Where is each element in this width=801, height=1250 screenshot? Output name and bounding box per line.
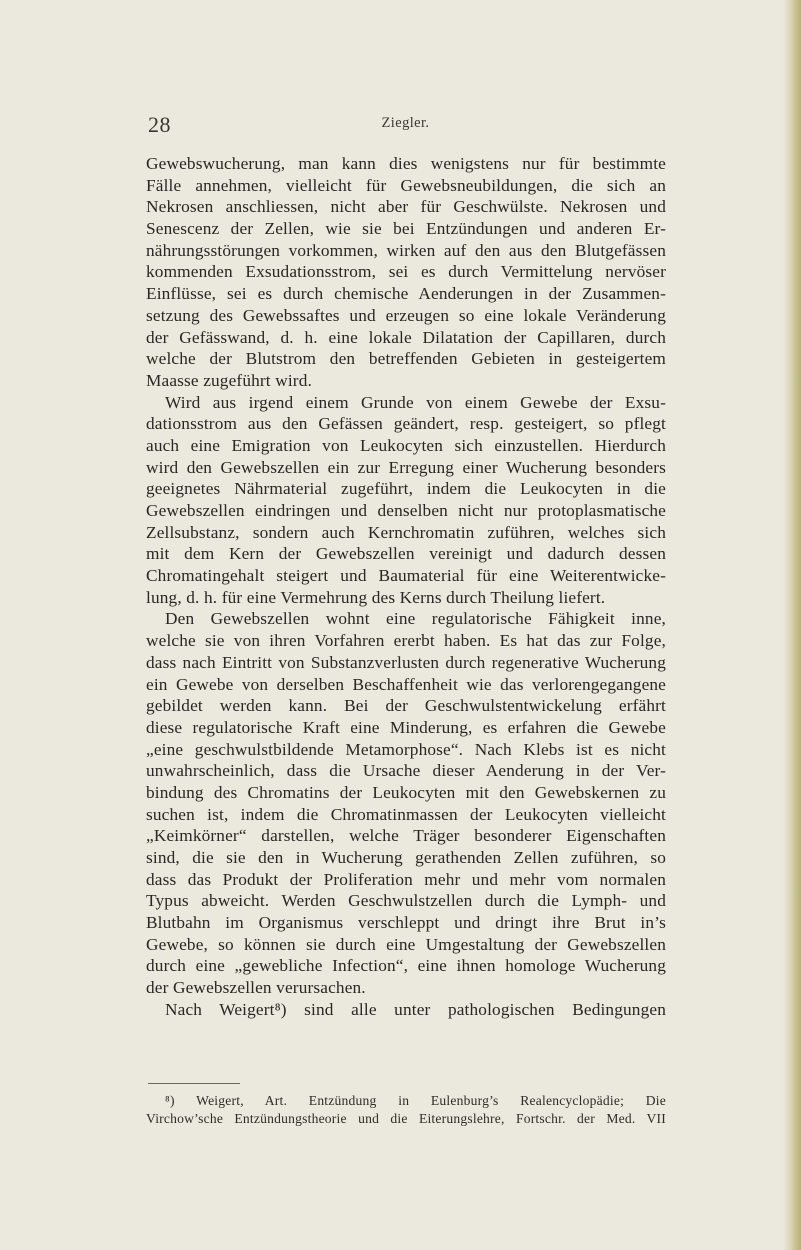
text-line: ein Gewebe von derselben Beschaffenheit wie das verlorengegangene: [146, 674, 666, 694]
text-line: der Gefässwand, d. h. eine lokale Dilatation der Capillaren, durch: [146, 327, 666, 347]
page-edge-shadow: [783, 0, 801, 1250]
text-line: sind, die sie den in Wucherung gerathenden Zellen zuführen, so: [146, 848, 666, 867]
text-line: suchen ist, indem die Chromatinmassen der Leukocyten vielleicht: [146, 804, 666, 824]
paragraph-start: Den Gewebszellen wohnt eine regulatorische Fähigkeit inne,: [165, 609, 666, 629]
page-number: 28: [148, 112, 171, 137]
text-line: Nekrosen anschliessen, nicht aber für Geschwülste. Nekrosen und: [146, 197, 666, 217]
text-line: der Gewebszellen verursachen.: [146, 978, 366, 998]
text-line: dass nach Eintritt von Substanzverlusten durch regenerative Wucherung: [146, 652, 666, 672]
text-line: Zellsubstanz, sondern auch Kernchromatin zuführen, welches sich: [146, 522, 666, 542]
text-line: unwahrscheinlich, dass die Ursache dieser Aenderung in der Ver-: [146, 761, 666, 781]
text-line: Chromatingehalt steigert und Baumaterial für eine Weiterentwicke-: [146, 566, 666, 586]
text-line: welche sie von ihren Vorfahren ererbt haben. Es hat das zur Folge,: [146, 631, 666, 651]
footnote-line: ⁸) Weigert, Art. Entzündung in Eulenburg’s Realencyclopädie; Die: [165, 1093, 666, 1108]
paragraph-start: Wird aus irgend einem Grunde von einem Gewebe der Exsu-: [165, 392, 666, 412]
footnote-divider: [148, 1083, 240, 1084]
text-line: Gewebswucherung, man kann dies wenigstens nur für bestimmte: [146, 154, 666, 173]
text-line: diese regulatorische Kraft eine Minderung, es erfahren die Gewebe: [146, 717, 666, 737]
text-line: welche der Blutstrom den betreffenden Gebieten in gesteigertem: [146, 349, 666, 369]
text-line: bindung des Chromatins der Leukocyten mit den Gewebskernen zu: [146, 782, 666, 802]
footnote-line: Virchow’sche Entzündungstheorie und die Eiterungslehre, Fortschr. der Med. VII: [146, 1111, 666, 1126]
text-line: setzung des Gewebssaftes und erzeugen so eine lokale Veränderung: [146, 305, 666, 325]
text-line: auch eine Emigration von Leukocyten sich einzustellen. Hierdurch: [146, 435, 666, 455]
body-text: [146, 153, 666, 1021]
text-line: Gewebszellen eindringen und denselben nicht nur protoplasmatische: [146, 501, 666, 520]
text-line: nährungsstörungen vorkommen, wirken auf den aus den Blutgefässen: [146, 240, 666, 260]
text-line: mit dem Kern der Gewebszellen vereinigt und dadurch dessen: [146, 544, 666, 564]
text-line: gebildet werden kann. Bei der Geschwulstentwickelung erfährt: [146, 696, 666, 716]
text-line: dass das Produkt der Proliferation mehr und mehr vom normalen: [146, 869, 666, 889]
text-line: kommenden Exsudationsstrom, sei es durch Vermittelung nervöser: [146, 262, 666, 282]
text-line: Typus abweicht. Werden Geschwulstzellen durch die Lymph- und: [146, 891, 666, 911]
text-line: „Keimkörner“ darstellen, welche Träger besonderer Eigenschaften: [146, 826, 666, 846]
text-line: Senescenz der Zellen, wie sie bei Entzündungen und anderen Er-: [146, 219, 666, 239]
running-title: Ziegler.: [381, 115, 430, 131]
text-line: Maasse zugeführt wird.: [146, 370, 312, 390]
text-line: Blutbahn im Organismus verschleppt und dringt ihre Brut in’s: [146, 913, 666, 933]
footnotes: [146, 1092, 666, 1128]
text-line: Einflüsse, sei es durch chemische Aenderungen in der Zusammen-: [146, 284, 666, 304]
text-line: wird den Gewebszellen ein zur Erregung einer Wucherung besonders: [146, 457, 666, 477]
text-line: Gewebe, so können sie durch eine Umgestaltung der Gewebszellen: [146, 934, 666, 954]
paragraph-start: Nach Weigert⁸) sind alle unter pathologischen Bedingungen: [165, 999, 666, 1019]
text-line: geeignetes Nährmaterial zugeführt, indem die Leukocyten in die: [146, 479, 666, 499]
text-line: „eine geschwulstbildende Metamorphose“. Nach Klebs ist es nicht: [146, 739, 666, 759]
text-line: lung, d. h. für eine Vermehrung des Kerns durch Theilung liefert.: [146, 587, 606, 607]
text-line: durch eine „gewebliche Infection“, eine ihnen homologe Wucherung: [146, 956, 666, 976]
text-line: dationsstrom aus den Gefässen geändert, resp. gesteigert, so pflegt: [146, 414, 666, 434]
page-header: [148, 112, 663, 136]
text-line: Fälle annehmen, vielleicht für Gewebsneubildungen, die sich an: [146, 175, 666, 195]
